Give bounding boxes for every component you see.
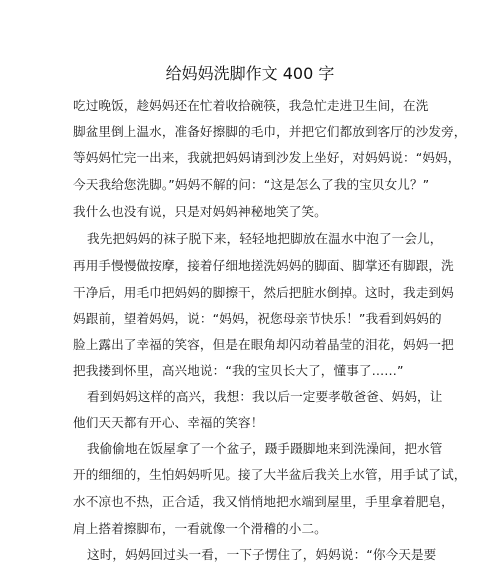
text-line: 他们天天都有开心、幸福的笑容！ (73, 415, 264, 430)
text-line: 干净后，用毛巾把妈妈的脚擦干，然后把脏水倒掉。这时，我走到妈 (73, 285, 454, 300)
text-line: 今天我给您洗脚。”妈妈不解的问：“这是怎么了我的宝贝女儿？” (73, 177, 430, 192)
text-line: 等妈妈忙完一出来，我就把妈妈请到沙发上坐好，对妈妈说：“妈妈， (73, 150, 461, 165)
text-line: 肩上搭着擦脚布，一看就像一个滑稽的小二。 (73, 521, 327, 536)
text-line: 妈跟前，望着妈妈，说：“妈妈，祝您母亲节快乐！”我看到妈妈的 (73, 311, 442, 326)
document-title: 给妈妈洗脚作文 400 字 (165, 64, 335, 83)
text-line: 脚盆里倒上温水，准备好擦脚的毛巾，并把它们都放到客厅的沙发旁， (73, 124, 467, 139)
text-line: 吃过晚饭，趁妈妈还在忙着收拾碗筷，我急忙走进卫生间，在洗 (73, 98, 429, 113)
paragraph-first-line: 这时，妈妈回过头一看，一下子愣住了，妈妈说：“你今天是要 (87, 547, 437, 562)
paragraph-first-line: 看到妈妈这样的高兴，我想：我以后一定要孝敬爸爸、妈妈，让 (87, 389, 443, 404)
paragraph-first-line: 我偷偷地在饭屋拿了一个盆子，蹑手蹑脚地来到洗澡间，把水管 (87, 441, 443, 456)
text-line: 开的细细的，生怕妈妈听见。接了大半盆后我关上水管，用手试了试， (73, 467, 467, 482)
text-line: 脸上露出了幸福的笑容，但是在眼角却闪动着晶莹的泪花，妈妈一把 (73, 337, 454, 352)
text-line: 再用手慢慢做按摩，接着仔细地搓洗妈妈的脚面、脚掌还有脚跟，洗 (73, 258, 454, 273)
text-line: 水不凉也不热，正合适，我又悄悄地把水端到屋里，手里拿着肥皂， (73, 494, 454, 509)
paragraph-first-line: 我先把妈妈的袜子脱下来，轻轻地把脚放在温水中泡了一会儿， (87, 231, 443, 246)
text-line: 把我搂到怀里，高兴地说：“我的宝贝长大了，懂事了……” (73, 363, 404, 378)
text-line: 我什么也没有说，只是对妈妈神秘地笑了笑。 (73, 204, 327, 219)
